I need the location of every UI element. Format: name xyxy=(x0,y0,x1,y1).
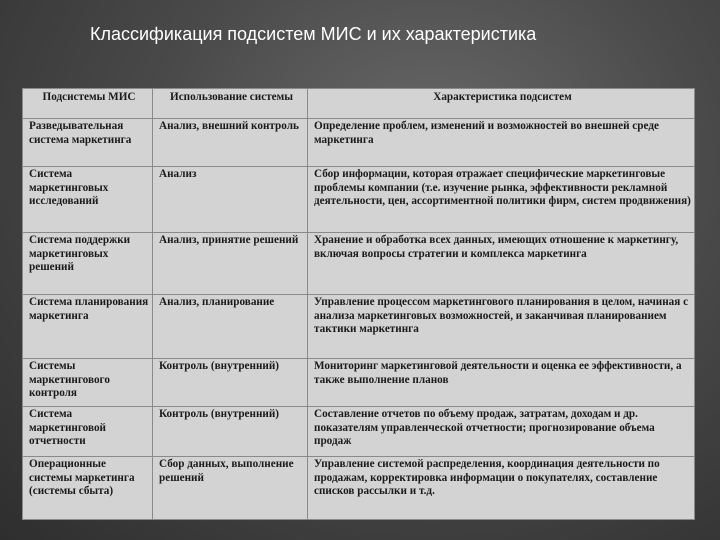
classification-table-container xyxy=(22,88,694,520)
table-row xyxy=(23,407,695,457)
cell-characteristic: Управление процессом маркетингового планирования в целом, начиная с анализа маркетинговых возможностей, и заканчивая планированием тактики маркетинга xyxy=(308,295,695,359)
cell-usage: Контроль (внутренний) xyxy=(153,407,308,457)
table-row xyxy=(23,167,695,233)
cell-subsystem: Система поддержки маркетинговых решений xyxy=(23,233,153,295)
table-row xyxy=(23,359,695,407)
cell-characteristic: Сбор информации, которая отражает специфические маркетинговые проблемы компании (т.е. изучение рынка, эффективности рекламной деятельности, цен, ассортиментной политики фирм, систем продвижения) xyxy=(308,167,695,233)
header-characteristics: Характеристика подсистем xyxy=(308,89,695,119)
cell-subsystem: Системы маркетингового контроля xyxy=(23,359,153,407)
slide-title: Классификация подсистем МИС и их характеристика xyxy=(90,24,537,44)
cell-subsystem: Система планирования маркетинга xyxy=(23,295,153,359)
table-row xyxy=(23,295,695,359)
cell-characteristic: Мониторинг маркетинговой деятельности и оценка ее эффективности, а также выполнение планов xyxy=(308,359,695,407)
cell-subsystem: Система маркетинговых исследований xyxy=(23,167,153,233)
table-row xyxy=(23,233,695,295)
header-usage: Использование системы xyxy=(153,89,308,119)
classification-table xyxy=(22,88,695,520)
table-row xyxy=(23,119,695,167)
cell-characteristic: Определение проблем, изменений и возможностей во внешней среде маркетинга xyxy=(308,119,695,167)
cell-characteristic: Составление отчетов по объему продаж, затратам, доходам и др. показателям управленческой отчетности; прогнозирование объема продаж xyxy=(308,407,695,457)
cell-usage: Анализ, внешний контроль xyxy=(153,119,308,167)
cell-usage: Анализ xyxy=(153,167,308,233)
cell-subsystem: Разведывательная система маркетинга xyxy=(23,119,153,167)
cell-usage: Сбор данных, выполнение решений xyxy=(153,457,308,520)
header-subsystems: Подсистемы МИС xyxy=(23,89,153,119)
cell-subsystem: Операционные системы маркетинга (системы сбыта) xyxy=(23,457,153,520)
cell-characteristic: Управление системой распределения, координация деятельности по продажам, корректировка информации о покупателях, составление списков рассылки и т.д. xyxy=(308,457,695,520)
cell-usage: Анализ, планирование xyxy=(153,295,308,359)
cell-subsystem: Система маркетинговой отчетности xyxy=(23,407,153,457)
table-header-row xyxy=(23,89,695,119)
table-row xyxy=(23,457,695,520)
cell-usage: Анализ, принятие решений xyxy=(153,233,308,295)
cell-characteristic: Хранение и обработка всех данных, имеющих отношение к маркетингу, включая вопросы стратегии и комплекса маркетинга xyxy=(308,233,695,295)
cell-usage: Контроль (внутренний) xyxy=(153,359,308,407)
